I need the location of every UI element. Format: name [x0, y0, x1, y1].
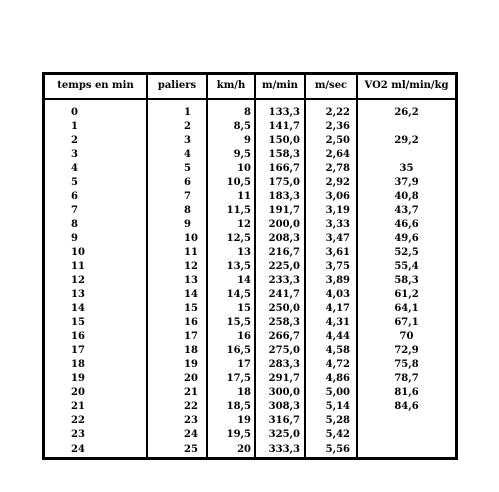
- cell-temps: 23: [45, 429, 147, 443]
- cell-m-min: 266,7: [255, 331, 305, 345]
- cell-temps: 5: [45, 177, 147, 191]
- cell-temps: 19: [45, 373, 147, 387]
- cell-m-sec: 3,06: [305, 191, 357, 205]
- cell-vo2: 61,2: [394, 289, 419, 301]
- cell-paliers: 8: [147, 205, 207, 219]
- cell-m-min: 141,7: [255, 121, 305, 135]
- cell-vo2: 70: [399, 331, 414, 343]
- cell-km-h: 8: [207, 99, 255, 121]
- cell-km-h: 18: [207, 387, 255, 401]
- cell-temps: 24: [45, 443, 147, 457]
- cell-m-sec: 2,22: [305, 99, 357, 121]
- header-m-min: m/min: [255, 75, 305, 99]
- cell-paliers: 12: [147, 261, 207, 275]
- cell-m-sec: 4,86: [305, 373, 357, 387]
- cell-vo2: [357, 429, 455, 443]
- cell-km-h: 11: [207, 191, 255, 205]
- table-row: [45, 135, 455, 149]
- table-row: [45, 275, 455, 289]
- cell-temps: 20: [45, 387, 147, 401]
- cell-m-sec: 2,64: [305, 149, 357, 163]
- vo2-table: [45, 75, 455, 457]
- table-row: [45, 121, 455, 135]
- cell-temps: 11: [45, 261, 147, 275]
- cell-m-min: 333,3: [255, 443, 305, 457]
- cell-vo2: 78,7: [394, 373, 419, 385]
- cell-temps: 2: [45, 135, 147, 149]
- cell-km-h: 11,5: [207, 205, 255, 219]
- table-row: [45, 401, 455, 415]
- cell-km-h: 15,5: [207, 317, 255, 331]
- cell-km-h: 10: [207, 163, 255, 177]
- cell-m-min: 291,7: [255, 373, 305, 387]
- cell-paliers: 20: [147, 373, 207, 387]
- cell-m-sec: 2,78: [305, 163, 357, 177]
- table-row: [45, 163, 455, 177]
- cell-m-min: 166,7: [255, 163, 305, 177]
- cell-km-h: 19,5: [207, 429, 255, 443]
- cell-m-sec: 2,50: [305, 135, 357, 149]
- cell-m-min: 325,0: [255, 429, 305, 443]
- cell-paliers: 13: [147, 275, 207, 289]
- cell-m-sec: 5,42: [305, 429, 357, 443]
- cell-m-min: 175,0: [255, 177, 305, 191]
- cell-temps: 8: [45, 219, 147, 233]
- cell-km-h: 13: [207, 247, 255, 261]
- cell-m-min: 133,3: [255, 99, 305, 121]
- cell-km-h: 16,5: [207, 345, 255, 359]
- cell-vo2: 55,4: [394, 261, 419, 273]
- cell-paliers: 21: [147, 387, 207, 401]
- cell-m-sec: 4,17: [305, 303, 357, 317]
- table-row: [45, 219, 455, 233]
- cell-m-sec: 3,47: [305, 233, 357, 247]
- cell-temps: 14: [45, 303, 147, 317]
- header-row: [45, 75, 455, 99]
- table-row: [45, 331, 455, 345]
- cell-temps: 6: [45, 191, 147, 205]
- table-row: [45, 99, 455, 121]
- table-row: [45, 261, 455, 275]
- cell-vo2: 49,6: [394, 233, 419, 245]
- table-row: [45, 149, 455, 163]
- cell-m-min: 208,3: [255, 233, 305, 247]
- cell-temps: 1: [45, 121, 147, 135]
- cell-m-min: 308,3: [255, 401, 305, 415]
- cell-m-sec: 5,56: [305, 443, 357, 457]
- table-row: [45, 303, 455, 317]
- cell-temps: 18: [45, 359, 147, 373]
- cell-temps: 10: [45, 247, 147, 261]
- cell-km-h: 16: [207, 331, 255, 345]
- cell-m-sec: 3,89: [305, 275, 357, 289]
- cell-temps: 3: [45, 149, 147, 163]
- cell-temps: 22: [45, 415, 147, 429]
- cell-vo2: 84,6: [394, 401, 419, 413]
- cell-m-sec: 3,61: [305, 247, 357, 261]
- cell-paliers: 3: [147, 135, 207, 149]
- cell-temps: 16: [45, 331, 147, 345]
- cell-km-h: 14,5: [207, 289, 255, 303]
- table-row: [45, 191, 455, 205]
- cell-m-sec: 2,92: [305, 177, 357, 191]
- table-row: [45, 373, 455, 387]
- cell-paliers: 18: [147, 345, 207, 359]
- cell-temps: 13: [45, 289, 147, 303]
- table-row: [45, 233, 455, 247]
- table-row: [45, 415, 455, 429]
- cell-km-h: 9,5: [207, 149, 255, 163]
- cell-paliers: 23: [147, 415, 207, 429]
- cell-paliers: 22: [147, 401, 207, 415]
- cell-m-sec: 3,33: [305, 219, 357, 233]
- cell-km-h: 12: [207, 219, 255, 233]
- cell-paliers: 25: [147, 443, 207, 457]
- cell-m-sec: 4,72: [305, 359, 357, 373]
- cell-vo2: [357, 415, 455, 429]
- cell-km-h: 10,5: [207, 177, 255, 191]
- cell-paliers: 1: [147, 99, 207, 121]
- cell-m-min: 275,0: [255, 345, 305, 359]
- cell-km-h: 13,5: [207, 261, 255, 275]
- cell-paliers: 4: [147, 149, 207, 163]
- vo2-table-frame: [42, 72, 458, 460]
- header-km-h: km/h: [207, 75, 255, 99]
- cell-vo2: 67,1: [394, 317, 419, 329]
- cell-vo2: 26,2: [394, 107, 419, 119]
- cell-m-sec: 5,14: [305, 401, 357, 415]
- cell-temps: 21: [45, 401, 147, 415]
- cell-paliers: 16: [147, 317, 207, 331]
- table-body: [45, 99, 455, 457]
- cell-km-h: 17,5: [207, 373, 255, 387]
- cell-paliers: 9: [147, 219, 207, 233]
- cell-m-sec: 4,58: [305, 345, 357, 359]
- cell-vo2: 35: [399, 163, 414, 175]
- cell-vo2: [357, 121, 455, 135]
- cell-km-h: 8,5: [207, 121, 255, 135]
- cell-m-min: 191,7: [255, 205, 305, 219]
- table-row: [45, 429, 455, 443]
- cell-paliers: 6: [147, 177, 207, 191]
- cell-m-min: 150,0: [255, 135, 305, 149]
- cell-m-sec: 4,03: [305, 289, 357, 303]
- cell-km-h: 15: [207, 303, 255, 317]
- cell-vo2: 52,5: [394, 247, 419, 259]
- cell-temps: 7: [45, 205, 147, 219]
- cell-paliers: 15: [147, 303, 207, 317]
- cell-vo2: 81,6: [394, 387, 419, 399]
- cell-m-sec: 2,36: [305, 121, 357, 135]
- cell-temps: 12: [45, 275, 147, 289]
- table-row: [45, 317, 455, 331]
- cell-vo2: 46,6: [394, 219, 419, 231]
- cell-temps: 0: [45, 99, 147, 121]
- cell-paliers: 7: [147, 191, 207, 205]
- cell-km-h: 9: [207, 135, 255, 149]
- cell-m-sec: 5,28: [305, 415, 357, 429]
- cell-vo2: [357, 443, 455, 457]
- table-row: [45, 359, 455, 373]
- cell-vo2: 72,9: [394, 345, 419, 357]
- cell-m-min: 300,0: [255, 387, 305, 401]
- cell-km-h: 17: [207, 359, 255, 373]
- cell-vo2: [357, 149, 455, 163]
- cell-km-h: 19: [207, 415, 255, 429]
- cell-paliers: 10: [147, 233, 207, 247]
- cell-temps: 9: [45, 233, 147, 247]
- cell-km-h: 20: [207, 443, 255, 457]
- cell-m-sec: 4,44: [305, 331, 357, 345]
- table-row: [45, 247, 455, 261]
- cell-vo2: 58,3: [394, 275, 419, 287]
- cell-km-h: 12,5: [207, 233, 255, 247]
- cell-paliers: 14: [147, 289, 207, 303]
- cell-paliers: 19: [147, 359, 207, 373]
- cell-temps: 17: [45, 345, 147, 359]
- cell-km-h: 14: [207, 275, 255, 289]
- cell-m-min: 241,7: [255, 289, 305, 303]
- cell-m-min: 316,7: [255, 415, 305, 429]
- cell-vo2: 64,1: [394, 303, 419, 315]
- cell-m-sec: 5,00: [305, 387, 357, 401]
- cell-vo2: 75,8: [394, 359, 419, 371]
- cell-m-min: 283,3: [255, 359, 305, 373]
- cell-km-h: 18,5: [207, 401, 255, 415]
- table-row: [45, 443, 455, 457]
- header-temps-en-min: temps en min: [45, 75, 147, 99]
- header-vo2: VO2 ml/min/kg: [357, 75, 455, 99]
- table-row: [45, 289, 455, 303]
- cell-m-min: 216,7: [255, 247, 305, 261]
- header-paliers: paliers: [147, 75, 207, 99]
- cell-temps: 4: [45, 163, 147, 177]
- cell-vo2: 29,2: [394, 135, 419, 147]
- table-row: [45, 205, 455, 219]
- cell-vo2: 37,9: [394, 177, 419, 189]
- table-row: [45, 345, 455, 359]
- cell-paliers: 24: [147, 429, 207, 443]
- cell-m-min: 225,0: [255, 261, 305, 275]
- cell-m-sec: 3,75: [305, 261, 357, 275]
- table-header: [45, 75, 455, 99]
- table-row: [45, 177, 455, 191]
- cell-m-min: 158,3: [255, 149, 305, 163]
- cell-vo2: 40,8: [394, 191, 419, 203]
- cell-m-min: 200,0: [255, 219, 305, 233]
- cell-m-min: 258,3: [255, 317, 305, 331]
- cell-temps: 15: [45, 317, 147, 331]
- cell-paliers: 11: [147, 247, 207, 261]
- cell-m-min: 233,3: [255, 275, 305, 289]
- table-row: [45, 387, 455, 401]
- cell-m-min: 183,3: [255, 191, 305, 205]
- header-m-sec: m/sec: [305, 75, 357, 99]
- cell-paliers: 2: [147, 121, 207, 135]
- cell-m-sec: 3,19: [305, 205, 357, 219]
- cell-m-sec: 4,31: [305, 317, 357, 331]
- cell-vo2: 43,7: [394, 205, 419, 217]
- cell-paliers: 5: [147, 163, 207, 177]
- cell-paliers: 17: [147, 331, 207, 345]
- cell-m-min: 250,0: [255, 303, 305, 317]
